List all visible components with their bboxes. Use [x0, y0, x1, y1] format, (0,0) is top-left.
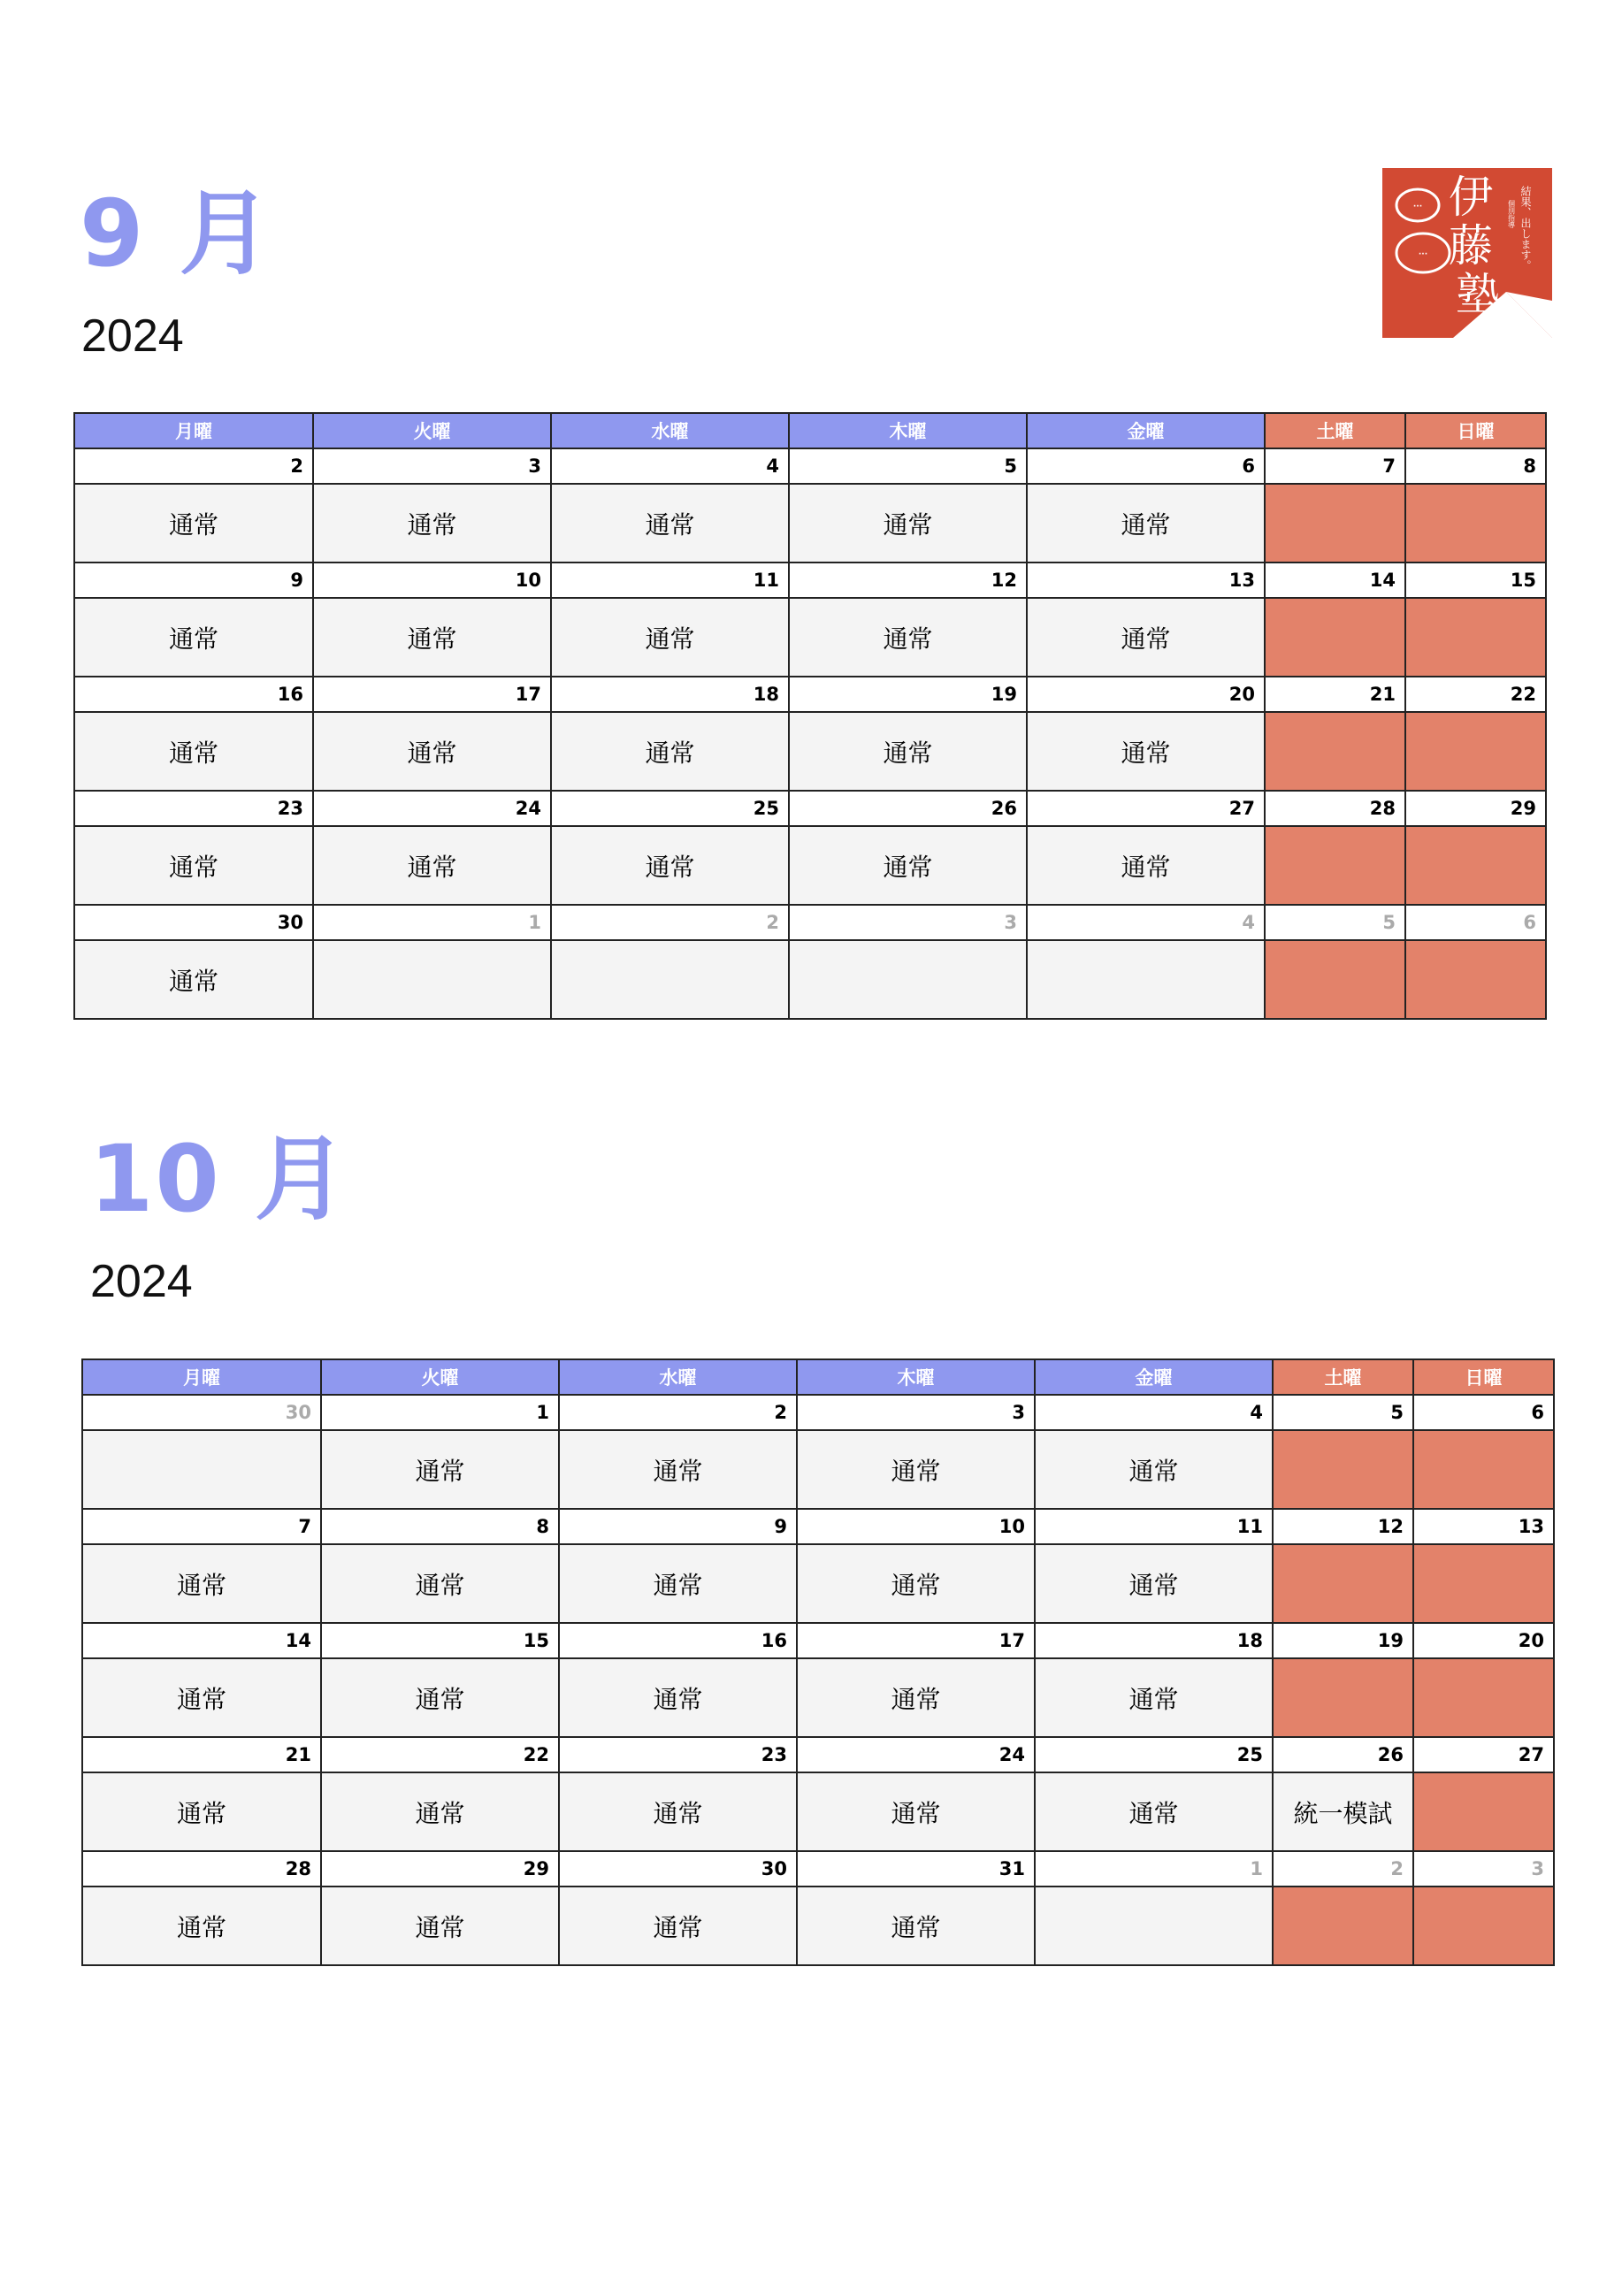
weekday-header: 火曜 [313, 413, 551, 448]
day-event-cell[interactable] [1273, 1544, 1413, 1623]
date-row [74, 791, 1546, 826]
day-event-cell[interactable] [789, 940, 1027, 1019]
day-event-cell[interactable]: 通常 [1027, 598, 1265, 677]
day-event-cell[interactable]: 通常 [797, 1544, 1035, 1623]
day-event-cell[interactable]: 通常 [74, 712, 313, 791]
day-event-cell[interactable]: 通常 [559, 1430, 797, 1509]
date-number: 16 [559, 1623, 797, 1658]
day-event-cell[interactable] [1405, 826, 1546, 905]
date-number: 5 [789, 448, 1027, 484]
day-event-cell[interactable] [1413, 1772, 1554, 1851]
date-number: 30 [74, 905, 313, 940]
day-event-cell[interactable]: 通常 [82, 1772, 321, 1851]
event-row [74, 598, 1546, 677]
date-number: 9 [559, 1509, 797, 1544]
event-row [74, 826, 1546, 905]
date-number: 24 [313, 791, 551, 826]
date-number: 3 [789, 905, 1027, 940]
day-event-cell[interactable]: 通常 [551, 712, 789, 791]
event-row [82, 1772, 1554, 1851]
weekday-header: 土曜 [1273, 1359, 1413, 1395]
date-row [74, 448, 1546, 484]
day-event-cell[interactable]: 通常 [559, 1658, 797, 1737]
date-number: 4 [1027, 905, 1265, 940]
date-number: 12 [1273, 1509, 1413, 1544]
date-number: 11 [1035, 1509, 1273, 1544]
day-event-cell[interactable]: 通常 [797, 1430, 1035, 1509]
day-event-cell[interactable]: 通常 [1035, 1544, 1273, 1623]
day-event-cell[interactable]: 通常 [789, 598, 1027, 677]
day-event-cell[interactable] [1265, 598, 1405, 677]
day-event-cell[interactable]: 統一模試 [1273, 1772, 1413, 1851]
day-event-cell[interactable]: 通常 [313, 484, 551, 563]
day-event-cell[interactable]: 通常 [789, 826, 1027, 905]
weekday-header: 木曜 [789, 413, 1027, 448]
day-event-cell[interactable]: 通常 [74, 484, 313, 563]
svg-text:···: ··· [1418, 250, 1428, 259]
day-event-cell[interactable]: 通常 [1035, 1658, 1273, 1737]
day-event-cell[interactable] [1413, 1887, 1554, 1965]
date-row [82, 1395, 1554, 1430]
day-event-cell[interactable]: 通常 [1035, 1430, 1273, 1509]
day-event-cell[interactable] [1273, 1887, 1413, 1965]
date-number: 8 [1405, 448, 1546, 484]
date-number: 5 [1265, 905, 1405, 940]
day-event-cell[interactable] [1265, 826, 1405, 905]
day-event-cell[interactable]: 通常 [321, 1772, 559, 1851]
day-event-cell[interactable] [1405, 598, 1546, 677]
logo-name: 伊 藤 塾 [1449, 172, 1500, 320]
day-event-cell[interactable]: 通常 [82, 1544, 321, 1623]
day-event-cell[interactable]: 通常 [82, 1887, 321, 1965]
date-number: 17 [797, 1623, 1035, 1658]
date-row [82, 1737, 1554, 1772]
date-number: 25 [1035, 1737, 1273, 1772]
day-event-cell[interactable]: 通常 [313, 826, 551, 905]
date-number: 22 [1405, 677, 1546, 712]
date-number: 31 [797, 1851, 1035, 1887]
october-calendar [81, 1358, 1555, 1966]
day-event-cell[interactable]: 通常 [551, 826, 789, 905]
date-number: 2 [551, 905, 789, 940]
event-row [74, 712, 1546, 791]
day-event-cell[interactable]: 通常 [1027, 826, 1265, 905]
october-title: 10 月 [89, 1125, 348, 1233]
weekday-header: 土曜 [1265, 413, 1405, 448]
september-calendar [73, 412, 1547, 1020]
weekday-header: 水曜 [559, 1359, 797, 1395]
date-number: 21 [82, 1737, 321, 1772]
day-event-cell[interactable]: 通常 [1027, 484, 1265, 563]
day-event-cell[interactable]: 通常 [797, 1658, 1035, 1737]
date-number: 13 [1027, 563, 1265, 598]
day-event-cell[interactable]: 通常 [797, 1772, 1035, 1851]
day-event-cell[interactable] [313, 940, 551, 1019]
date-number: 9 [74, 563, 313, 598]
date-number: 15 [1405, 563, 1546, 598]
day-event-cell[interactable] [1413, 1658, 1554, 1737]
event-row [82, 1887, 1554, 1965]
day-event-cell[interactable]: 通常 [321, 1658, 559, 1737]
weekday-header-row [74, 413, 1546, 448]
logo-caption: 個別指導 [1507, 200, 1516, 228]
event-row [74, 940, 1546, 1019]
weekday-header: 水曜 [551, 413, 789, 448]
day-event-cell[interactable] [1405, 940, 1546, 1019]
weekday-header-row [82, 1359, 1554, 1395]
day-event-cell[interactable] [1405, 484, 1546, 563]
day-event-cell[interactable]: 通常 [551, 598, 789, 677]
date-number: 18 [1035, 1623, 1273, 1658]
day-event-cell[interactable] [551, 940, 789, 1019]
day-event-cell[interactable]: 通常 [82, 1658, 321, 1737]
date-number: 18 [551, 677, 789, 712]
day-event-cell[interactable]: 通常 [321, 1544, 559, 1623]
day-event-cell[interactable] [1273, 1430, 1413, 1509]
event-row [82, 1544, 1554, 1623]
date-number: 2 [559, 1395, 797, 1430]
september-year: 2024 [81, 310, 184, 362]
date-number: 29 [1405, 791, 1546, 826]
date-number: 1 [321, 1395, 559, 1430]
day-event-cell[interactable] [1405, 712, 1546, 791]
day-event-cell[interactable] [82, 1430, 321, 1509]
weekday-header: 日曜 [1405, 413, 1546, 448]
date-number: 30 [82, 1395, 321, 1430]
weekday-header: 月曜 [82, 1359, 321, 1395]
day-event-cell[interactable] [1265, 712, 1405, 791]
date-number: 1 [313, 905, 551, 940]
date-number: 3 [797, 1395, 1035, 1430]
date-number: 3 [313, 448, 551, 484]
day-event-cell[interactable]: 通常 [74, 598, 313, 677]
date-row [74, 563, 1546, 598]
day-event-cell[interactable] [1413, 1544, 1554, 1623]
date-number: 13 [1413, 1509, 1554, 1544]
date-number: 30 [559, 1851, 797, 1887]
date-number: 4 [1035, 1395, 1273, 1430]
event-row [82, 1430, 1554, 1509]
date-number: 26 [789, 791, 1027, 826]
date-number: 15 [321, 1623, 559, 1658]
date-number: 7 [1265, 448, 1405, 484]
day-event-cell[interactable] [1265, 484, 1405, 563]
date-number: 5 [1273, 1395, 1413, 1430]
date-number: 19 [789, 677, 1027, 712]
day-event-cell[interactable]: 通常 [321, 1430, 559, 1509]
day-event-cell[interactable] [1273, 1658, 1413, 1737]
day-event-cell[interactable]: 通常 [559, 1544, 797, 1623]
day-event-cell[interactable] [1265, 940, 1405, 1019]
logo-slogan: 結果、出します。 [1519, 186, 1532, 271]
date-number: 6 [1413, 1395, 1554, 1430]
day-event-cell[interactable]: 通常 [789, 712, 1027, 791]
date-number: 28 [1265, 791, 1405, 826]
day-event-cell[interactable]: 通常 [551, 484, 789, 563]
date-number: 28 [82, 1851, 321, 1887]
date-number: 25 [551, 791, 789, 826]
date-number: 29 [321, 1851, 559, 1887]
date-number: 14 [82, 1623, 321, 1658]
day-event-cell[interactable]: 通常 [559, 1772, 797, 1851]
date-number: 7 [82, 1509, 321, 1544]
date-number: 10 [797, 1509, 1035, 1544]
weekday-header: 月曜 [74, 413, 313, 448]
date-row [82, 1623, 1554, 1658]
date-number: 11 [551, 563, 789, 598]
date-number: 17 [313, 677, 551, 712]
day-event-cell[interactable]: 通常 [74, 826, 313, 905]
day-event-cell[interactable]: 通常 [1035, 1772, 1273, 1851]
date-number: 24 [797, 1737, 1035, 1772]
day-event-cell[interactable]: 通常 [797, 1887, 1035, 1965]
date-number: 2 [1273, 1851, 1413, 1887]
day-event-cell[interactable] [1027, 940, 1265, 1019]
date-number: 20 [1413, 1623, 1554, 1658]
date-number: 19 [1273, 1623, 1413, 1658]
weekday-header: 日曜 [1413, 1359, 1554, 1395]
date-number: 2 [74, 448, 313, 484]
date-number: 23 [74, 791, 313, 826]
event-row [82, 1658, 1554, 1737]
ito-juku-logo [1382, 168, 1552, 338]
day-event-cell[interactable]: 通常 [313, 712, 551, 791]
day-event-cell[interactable] [1413, 1430, 1554, 1509]
date-number: 21 [1265, 677, 1405, 712]
date-number: 3 [1413, 1851, 1554, 1887]
date-number: 23 [559, 1737, 797, 1772]
date-number: 10 [313, 563, 551, 598]
day-event-cell[interactable]: 通常 [1027, 712, 1265, 791]
date-number: 14 [1265, 563, 1405, 598]
date-number: 26 [1273, 1737, 1413, 1772]
date-row [82, 1851, 1554, 1887]
day-event-cell[interactable]: 通常 [321, 1887, 559, 1965]
day-event-cell[interactable]: 通常 [74, 940, 313, 1019]
date-number: 16 [74, 677, 313, 712]
date-row [82, 1509, 1554, 1544]
day-event-cell[interactable]: 通常 [789, 484, 1027, 563]
date-row [74, 677, 1546, 712]
date-number: 27 [1027, 791, 1265, 826]
weekday-header: 木曜 [797, 1359, 1035, 1395]
weekday-header: 金曜 [1027, 413, 1265, 448]
event-row [74, 484, 1546, 563]
date-number: 20 [1027, 677, 1265, 712]
day-event-cell[interactable]: 通常 [313, 598, 551, 677]
date-number: 22 [321, 1737, 559, 1772]
september-title: 9 月 [80, 180, 273, 287]
date-number: 27 [1413, 1737, 1554, 1772]
svg-text:···: ··· [1412, 203, 1423, 211]
date-number: 1 [1035, 1851, 1273, 1887]
date-number: 8 [321, 1509, 559, 1544]
date-number: 6 [1027, 448, 1265, 484]
weekday-header: 火曜 [321, 1359, 559, 1395]
day-event-cell[interactable] [1035, 1887, 1273, 1965]
date-number: 4 [551, 448, 789, 484]
weekday-header: 金曜 [1035, 1359, 1273, 1395]
date-row [74, 905, 1546, 940]
day-event-cell[interactable]: 通常 [559, 1887, 797, 1965]
date-number: 12 [789, 563, 1027, 598]
date-number: 6 [1405, 905, 1546, 940]
october-year: 2024 [90, 1256, 193, 1307]
